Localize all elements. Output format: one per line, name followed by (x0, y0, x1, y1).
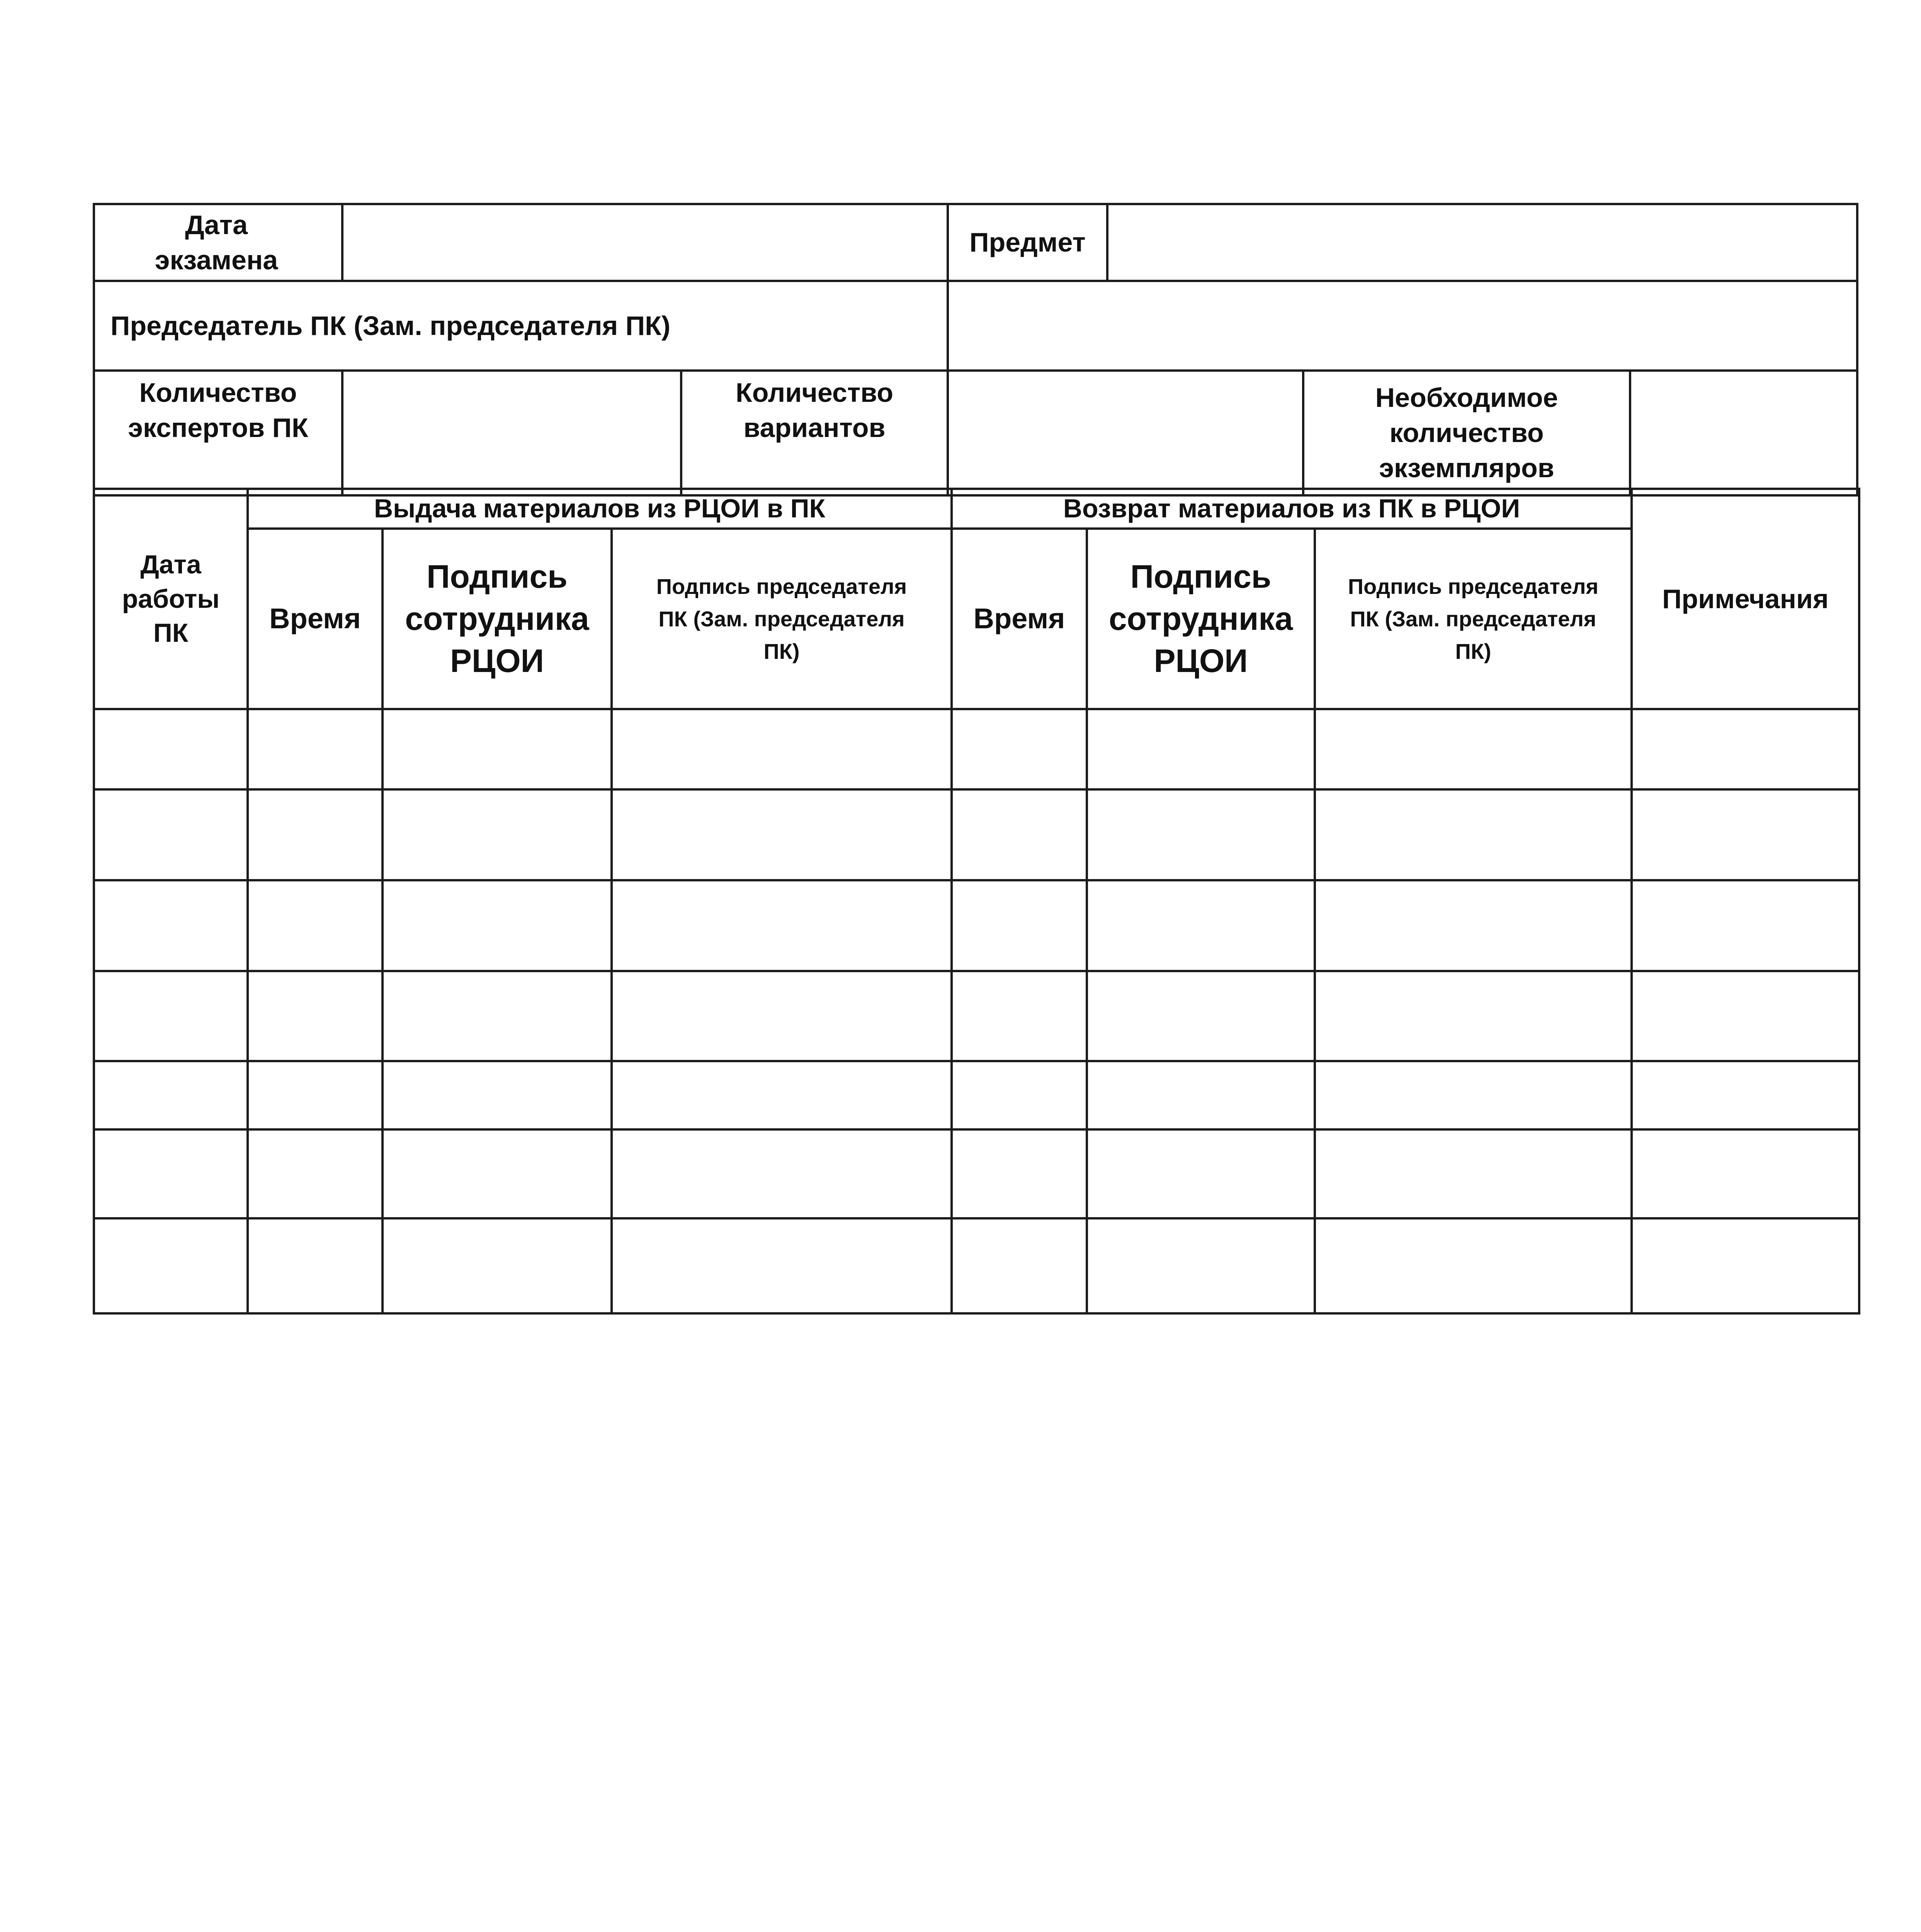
return-staff-signature-header: Подпись сотрудника РЦОИ (1108, 558, 1293, 679)
issue-chair-signature-header: Подпись председателя ПК (Зам. председателя ПК) (656, 574, 907, 663)
chairman-label: Председатель ПК (Зам. председателя ПК) (110, 310, 671, 341)
table-row[interactable] (95, 710, 1858, 788)
exam-date-field[interactable] (343, 205, 947, 280)
return-time-header: Время (973, 602, 1065, 635)
table-row[interactable] (95, 1219, 1858, 1312)
subject-field[interactable] (1108, 205, 1856, 280)
variants-count-field[interactable] (949, 372, 1302, 494)
return-group-header: Возврат материалов из ПК в РЦОИ (1063, 494, 1520, 524)
subject-label: Предмет (969, 227, 1086, 257)
issue-time-header: Время (269, 602, 361, 635)
exam-date-label: Дата экзамена (155, 209, 278, 275)
experts-count-label: Количество экспертов ПК (128, 378, 308, 443)
issue-group-header: Выдача материалов из РЦОИ в ПК (374, 494, 825, 524)
table-row[interactable] (95, 791, 1858, 879)
notes-header: Примечания (1662, 583, 1829, 614)
copies-needed-field[interactable] (1631, 372, 1856, 494)
work-date-header: Дата работы ПК (122, 550, 220, 648)
return-chair-signature-header: Подпись председателя ПК (Зам. председателя ПК) (1348, 574, 1599, 663)
table-row[interactable] (95, 881, 1858, 970)
issue-staff-signature-header: Подпись сотрудника РЦОИ (405, 558, 589, 679)
experts-count-field[interactable] (343, 372, 680, 494)
variants-count-label: Количество вариантов (736, 378, 893, 443)
copies-needed-label: Необходимое количество экземпляров (1375, 383, 1558, 483)
chairman-field[interactable] (949, 282, 1856, 369)
table-row[interactable] (95, 1062, 1858, 1128)
table-row[interactable] (95, 1131, 1858, 1217)
table-row[interactable] (95, 972, 1858, 1060)
